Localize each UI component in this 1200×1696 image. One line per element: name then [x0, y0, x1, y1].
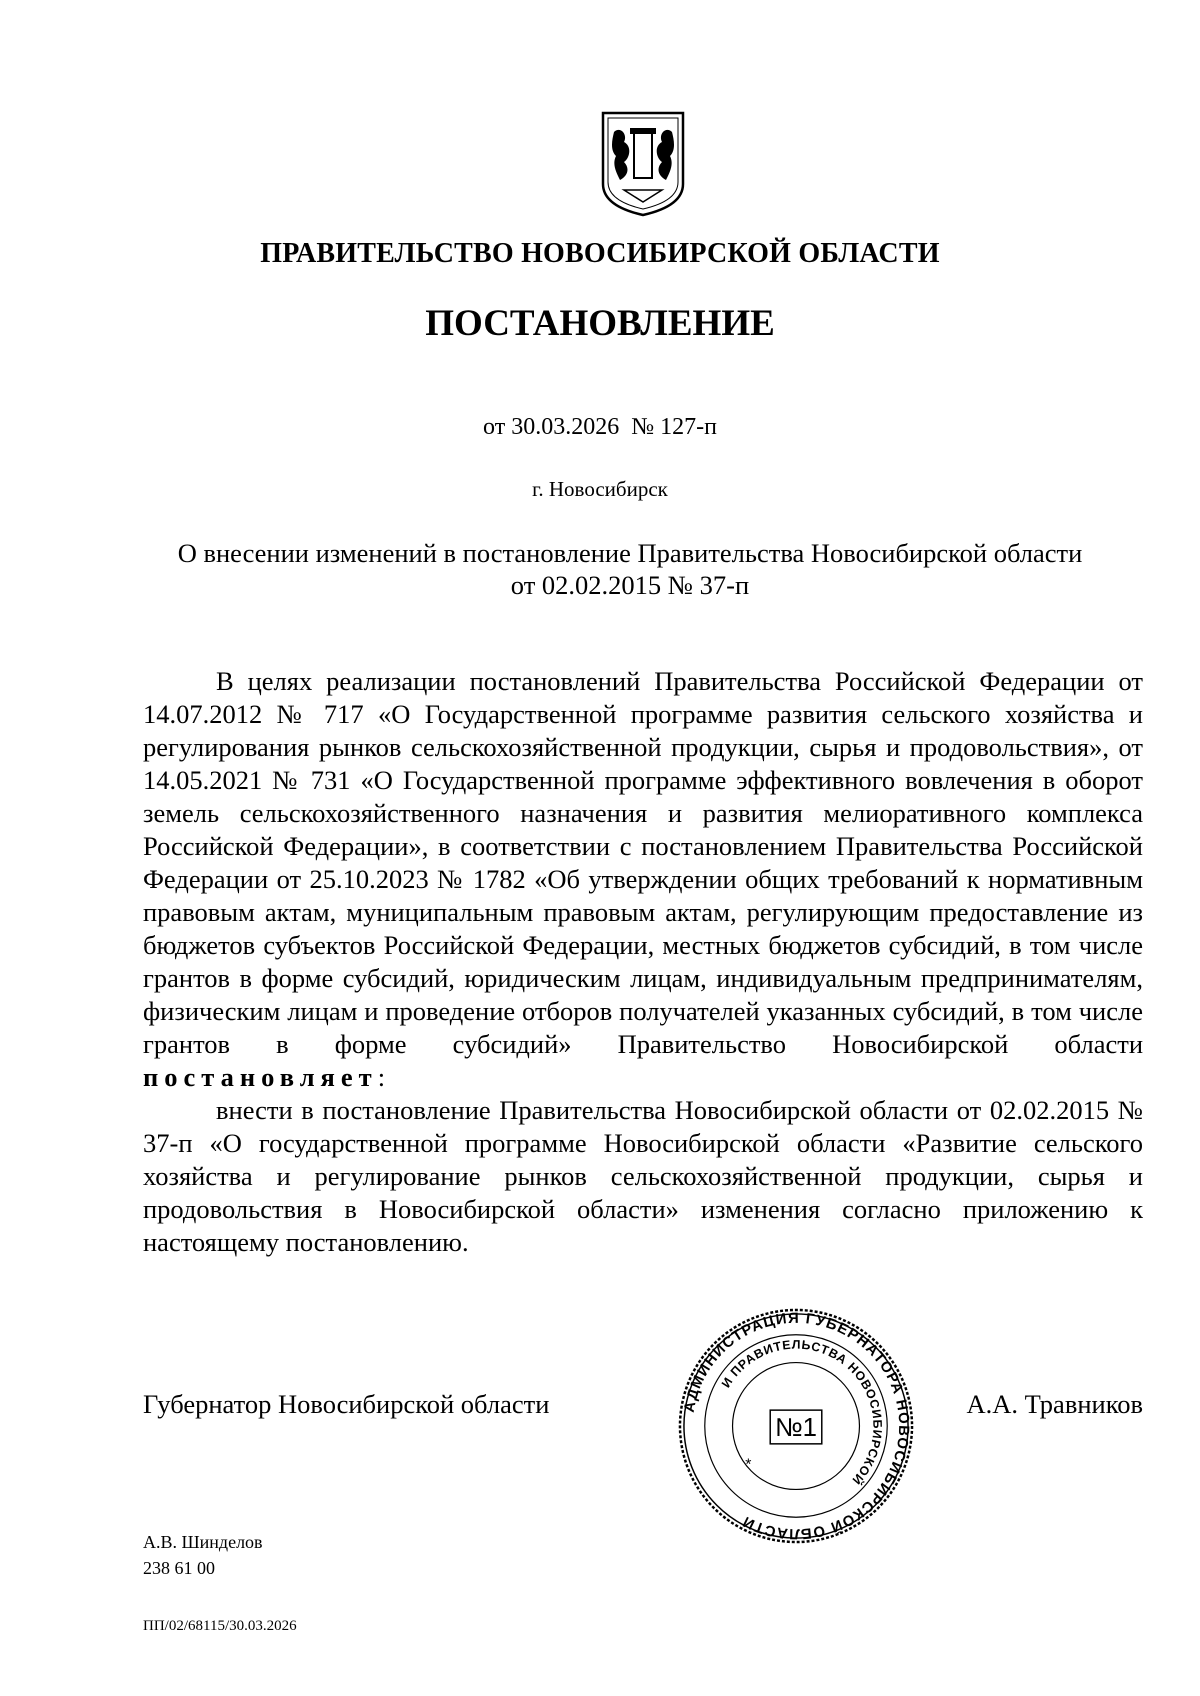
body-paragraph-1 [143, 665, 1143, 1094]
body-paragraph-2: внести в постановление Правительства Новосибирской области от 02.02.2015 № 37-п «О государственной программе Новосибирской области «Развитие сельского хозяйства и регулирование рынков сельскохозяйственной продукции, сырья и продовольствия в Новосибирской области» изменения согласно приложению к настоящему постановлению. [143, 1095, 1143, 1257]
executor-name: А.В. Шинделов [143, 1532, 263, 1552]
subject-line-1: О внесении изменений в постановление Правительства Новосибирской области [177, 538, 1083, 568]
document-type-title: ПОСТАНОВЛЕНИЕ [425, 303, 775, 344]
seal-inner-text: И ПРАВИТЕЛЬСТВА НОВОСИБИРСКОЙ [718, 1337, 885, 1488]
executor-phone: 238 61 00 [143, 1558, 215, 1578]
executor-block [143, 1529, 263, 1581]
seal-number: №1 [775, 1413, 817, 1442]
signer-name: А.А. Травников [966, 1389, 1143, 1419]
document-subject [150, 537, 1110, 601]
subject-line-2: от 02.02.2015 № 37-п [510, 570, 750, 600]
date-number-line: от 30.03.2026 № 127-п [483, 414, 717, 440]
coat-of-arms-icon [600, 110, 686, 218]
seal-outer-text: АДМИНИСТРАЦИЯ ГУБЕРНАТОРА НОВОСИБИРСКОЙ ОБЛАСТИ [681, 1310, 912, 1542]
document-code: ПП/02/68115/30.03.2026 [143, 1618, 297, 1634]
official-seal-icon [677, 1307, 915, 1545]
decree-keyword: постановляет [143, 1062, 378, 1092]
paragraph-1-end: : [377, 1062, 386, 1092]
signer-position: Губернатор Новосибирской области [143, 1389, 550, 1419]
city-line: г. Новосибирск [532, 477, 668, 501]
document-body [143, 665, 1143, 1259]
paragraph-1-text: В целях реализации постановлений Правительства Российской Федерации от 14.07.2012 № 717 «О Государственной программе развития сельского хозяйства и регулирования рынков сельскохозяйственной продукции, сырья и продовольствия», от 14.05.2021 № 731 «О Государственной программе эффективного вовлечения в оборот земель сельскохозяйственного назначения и развития мелиоративного комплекса Российской Федерации», в соответствии с постановлением Правительства Российской Федерации от 25.10.2023 № 1782 «Об утверждении общих требований к нормативным правовым актам, муниципальным правовым актам, регулирующим предоставление из бюджетов субъектов Российской Федерации, местных бюджетов субсидий, в том числе грантов в форме субсидий, юридическим лицам, индивидуальным предпринимателям, физическим лицам и проведение отборов получателей указанных субсидий, в том числе грантов в форме субсидий» Правительство Новосибирской области [143, 666, 1143, 1059]
seal-star: * [745, 1456, 752, 1474]
government-name: ПРАВИТЕЛЬСТВО НОВОСИБИРСКОЙ ОБЛАСТИ [260, 238, 940, 269]
